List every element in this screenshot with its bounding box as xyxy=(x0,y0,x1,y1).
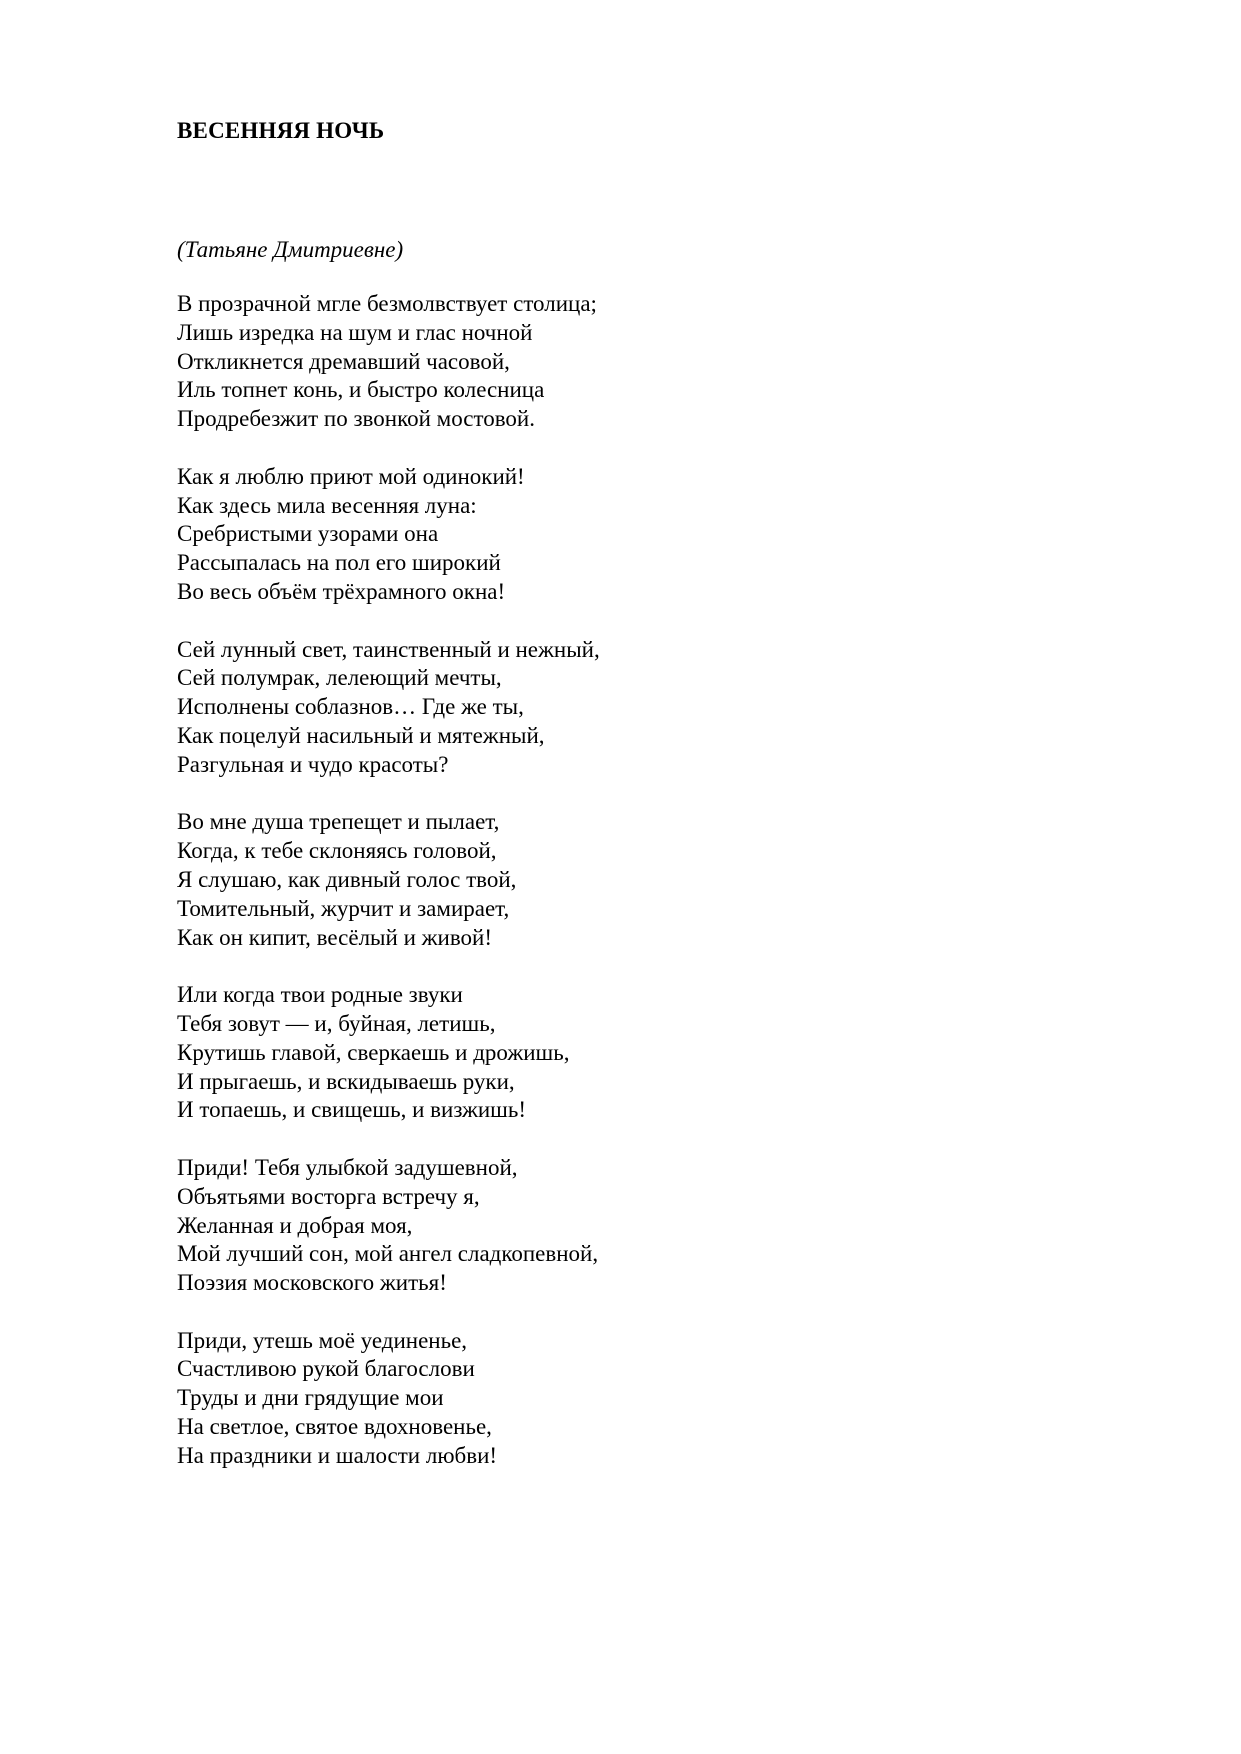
poem-title: ВЕСЕННЯЯ НОЧЬ xyxy=(177,118,385,143)
poem-line: На праздники и шалости любви! xyxy=(177,1442,498,1468)
poem-line: Исполнены соблазнов… Где же ты, xyxy=(177,694,524,720)
poem-body xyxy=(177,290,600,1499)
poem-line: Желанная и добрая моя, xyxy=(177,1212,413,1238)
poem-line: Сей лунный свет, таинственный и нежный, xyxy=(177,636,600,662)
poem-line: Труды и дни грядущие мои xyxy=(177,1385,444,1411)
poem-line: Я слушаю, как дивный голос твой, xyxy=(177,866,517,892)
poem-line: Сей полумрак, лелеющий мечты, xyxy=(177,665,502,691)
stanza xyxy=(177,808,600,952)
poem-line: Приди, утешь моё уединенье, xyxy=(177,1327,468,1353)
poem-line: Иль топнет конь, и быстро колесница xyxy=(177,377,545,403)
poem-line: Рассыпалась на пол его широкий xyxy=(177,550,501,576)
poem-line: Разгульная и чудо красоты? xyxy=(177,751,449,777)
poem-line: Откликнется дремавший часовой, xyxy=(177,348,510,374)
poem-line: Крутишь главой, сверкаешь и дрожишь, xyxy=(177,1039,570,1065)
stanza xyxy=(177,636,600,780)
poem-line: Поэзия московского житья! xyxy=(177,1270,447,1296)
stanza xyxy=(177,1154,600,1298)
poem-line: Или когда твои родные звуки xyxy=(177,982,463,1008)
poem-line: Приди! Тебя улыбкой задушевной, xyxy=(177,1154,518,1180)
poem-line: Как он кипит, весёлый и живой! xyxy=(177,924,492,950)
stanza xyxy=(177,463,600,607)
poem-line: Счастливою рукой благослови xyxy=(177,1356,475,1382)
poem-line: Лишь изредка на шум и глас ночной xyxy=(177,319,533,345)
poem-line: Когда, к тебе склоняясь головой, xyxy=(177,838,497,864)
poem-dedication: (Татьяне Дмитриевне) xyxy=(177,237,404,262)
stanza xyxy=(177,290,600,434)
poem-line: Тебя зовут — и, буйная, летишь, xyxy=(177,1010,496,1036)
stanza xyxy=(177,1327,600,1471)
poem-line: Томительный, журчит и замирает, xyxy=(177,895,510,921)
poem-line: И топаешь, и свищешь, и визжишь! xyxy=(177,1097,527,1123)
poem-line: Как поцелуй насильный и мятежный, xyxy=(177,722,545,748)
poem-line: Как здесь мила весенняя луна: xyxy=(177,492,477,518)
poem-line: Во весь объём трёхрамного окна! xyxy=(177,578,506,604)
poem-line: Продребезжит по звонкой мостовой. xyxy=(177,406,535,432)
poem-line: Сребристыми узорами она xyxy=(177,521,439,547)
poem-line: Мой лучший сон, мой ангел сладкопевной, xyxy=(177,1241,599,1267)
poem-line: Как я люблю приют мой одинокий! xyxy=(177,463,525,489)
poem-line: В прозрачной мгле безмолвствует столица; xyxy=(177,291,597,316)
poem-line: И прыгаешь, и вскидываешь руки, xyxy=(177,1068,515,1094)
poem-line: Во мне душа трепещет и пылает, xyxy=(177,809,500,835)
stanza xyxy=(177,981,600,1125)
poem-line: На светлое, святое вдохновенье, xyxy=(177,1414,492,1440)
poem-line: Объятьями восторга встречу я, xyxy=(177,1183,480,1209)
